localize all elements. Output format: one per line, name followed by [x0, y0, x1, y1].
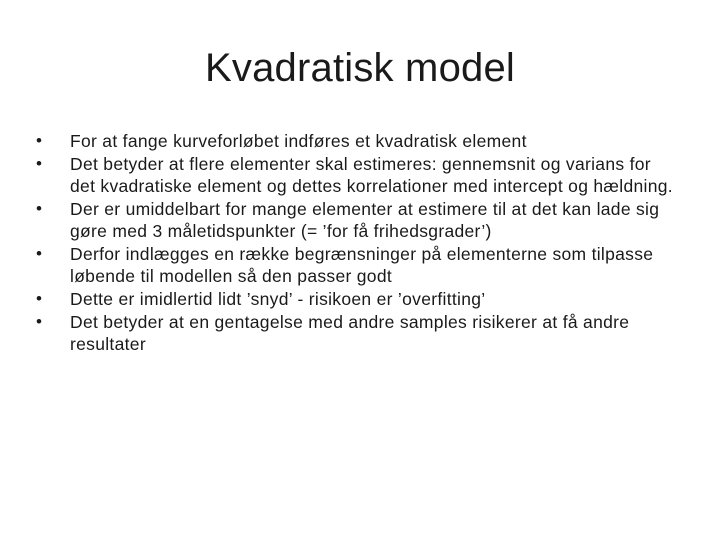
bullet-text: Det betyder at en gentagelse med andre samples risikerer at få andre resultater — [70, 312, 630, 354]
bullet-text: Det betyder at flere elementer skal estimeres: gennemsnit og varians for det kvadratiske element og dettes korrelationer med intercept og hældning. — [70, 154, 673, 196]
bullet-icon: • — [36, 199, 43, 218]
list-item — [36, 198, 676, 242]
bullet-list — [36, 130, 676, 356]
slide-title: Kvadratisk model — [205, 46, 515, 90]
list-item — [36, 130, 676, 152]
bullet-text: Dette er imidlertid lidt ’snyd’ - risikoen er ’overfitting’ — [70, 289, 486, 309]
list-item — [36, 243, 676, 287]
bullet-icon: • — [36, 312, 43, 331]
list-item — [36, 288, 676, 310]
list-item — [36, 311, 676, 355]
list-item — [36, 153, 676, 197]
bullet-text: Derfor indlægges en række begrænsninger på elementerne som tilpasse løbende til modellen så den passer godt — [70, 244, 654, 286]
bullet-icon: • — [36, 154, 43, 173]
bullet-text: Der er umiddelbart for mange elementer at estimere til at det kan lade sig gøre med 3 måletidspunkter (= ’for få frihedsgrader’) — [70, 199, 660, 241]
bullet-icon: • — [36, 289, 43, 308]
bullet-icon: • — [36, 131, 43, 150]
bullet-text: For at fange kurveforløbet indføres et kvadratisk element — [70, 131, 527, 151]
bullet-icon: • — [36, 244, 43, 263]
